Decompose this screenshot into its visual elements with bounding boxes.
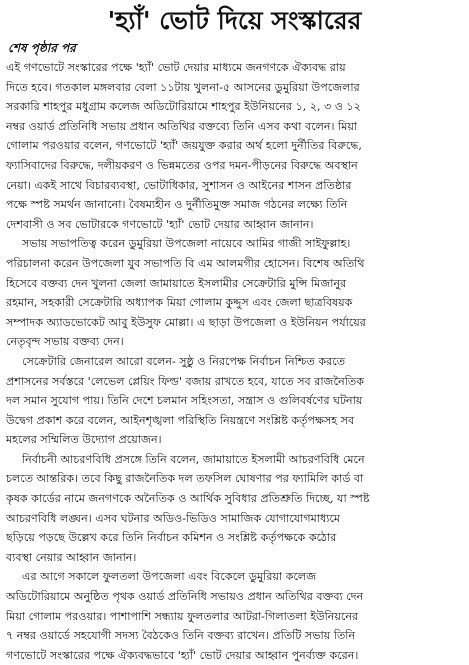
paragraph: [6, 450, 463, 568]
text-line: ব্যবস্থা নেয়ার আহ্বান জানান।: [6, 550, 137, 564]
text-line: উদ্বেগ প্রকাশ করে বলেন, আইনশৃঙ্খলা পরিস্থিতি নিয়ন্ত্রণে সংশ্লিষ্ট কর্তৃপক্ষসহ সব: [6, 413, 355, 427]
text-line: ফ্যাসিবাদের বিরুদ্ধে, দলীয়করণ ও ভিন্নমতের ওপর দমন-পীড়নের বিরুদ্ধে অবস্থান: [6, 158, 358, 172]
article-body: [6, 58, 463, 665]
text-line: পক্ষে স্পষ্ট সমর্থন জানানো। বৈষম্যহীন ও দুর্নীতিমুক্ত সমাজ গঠনের লক্ষ্যে তিনি: [6, 198, 348, 212]
text-line: প্রশাসনের সর্বস্তরে 'লেভেল প্লেয়িং ফিল্ড' বজায় রাখতে হবে, যাতে সব রাজনৈতিক: [6, 374, 365, 388]
text-line: সভায় সভাপতিত্ব করেন ডুমুরিয়া উপজেলা নায়েবে আমির গাজী সাইফুল্লাহ।: [22, 237, 351, 251]
text-line: নির্বাচনী আচরণবিধি প্রসঙ্গে তিনি বলেন, জামায়াতে ইসলামী আচরণবিধি মেনে: [22, 452, 365, 466]
paragraph: [6, 352, 463, 450]
text-line: সরকারি শাহপুর মধুগ্রাম কলেজ অডিটোরিয়ামে শাহপুর ইউনিয়নের ১, ২, ৩ ও ১২: [6, 100, 361, 114]
text-line: অডিটোরিয়ামে অনুষ্ঠিত পৃথক ওয়ার্ড প্রতিনিধি সভায়ও প্রধান অতিথির বক্তব্য দেন: [6, 590, 364, 604]
text-line: রহমান, সহকারী সেক্রেটারি অধ্যাপক মিয়া গোলাম কুদ্দুস এবং জেলা ছাত্রবিষয়ক: [6, 296, 353, 310]
text-line: সেক্রেটারি জেনারেল আরো বলেন- সুষ্ঠু ও নিরপেক্ষ নির্বাচন নিশ্চিত করতে: [22, 354, 346, 368]
paragraph: [6, 58, 463, 234]
text-line: ছড়িয়ে পড়ছে উল্লেখ করে তিনি নির্বাচন কমিশন ও সংশ্লিষ্ট কর্তৃপক্ষকে কঠোর: [6, 531, 337, 545]
text-line: মিয়া গোলাম পরওয়ার। পাশাপাশি সন্ধ্যায় ফুলতলার আটরা-গিলাতলা ইউনিয়নের: [6, 609, 359, 623]
text-line: গোলাম পরওয়ার বলেন, গণভোটে 'হ্যাঁ' জয়যুক্ত করার অর্থ হলো দুর্নীতির বিরুদ্ধে,: [6, 139, 362, 153]
text-line: দিতে হবে। গতকাল মঙ্গলবার বেলা ১১টায় খুলনা-৫ আসনের ডুমুরিয়া উপজেলার: [6, 80, 360, 94]
text-line: নেতৃবৃন্দ সভায় বক্তব্য দেন।: [6, 335, 124, 349]
text-line: নম্বর ওয়ার্ড প্রতিনিধি সভায় প্রধান অতিথির বক্তব্যে তিনি এসব কথা বলেন। মিয়া: [6, 119, 358, 133]
text-line: দেশবাসী ও সব ভোটারকে গণভোটে 'হ্যাঁ' ভোট দেয়ার আহ্বান জানান।: [6, 217, 314, 231]
paragraph: [6, 234, 463, 352]
text-line: এই গণভোটে সংস্কারের পক্ষে 'হ্যাঁ' ভোট দেয়ার মাধ্যমে জনগণকে ঐক্যবদ্ধ রায়: [6, 61, 346, 74]
text-line: পরিচালনা করেন উপজেলা যুব সভাপতি বি এম আলমগীর হোসেন। বিশেষ অতিথি: [6, 256, 365, 270]
text-line: হিসেবে বক্তব্য দেন খুলনা জেলা জামায়াতে ইসলামীর সেক্রেটারি মুন্সি মিজানুর: [6, 276, 347, 290]
text-line: ৭ নম্বর ওয়ার্ডে সহযোগী সদস্য বৈঠকেও তিনি বক্তব্য রাখেন। প্রতিটি সভায় তিনি: [6, 629, 356, 643]
paragraph: [6, 567, 463, 665]
text-line: নেয়া। একই সাথে বিচারব্যবস্থা, ভোটাধিকার, সুশাসন ও আইনের শাসন প্রতিষ্ঠার: [6, 178, 352, 192]
continued-from-label: শেষ পৃষ্ঠার পর: [8, 41, 76, 55]
text-line: আচরণবিধি লঙ্ঘন। এসব ঘটনার অডিও-ভিডিও সামাজিক যোগাযোগমাধ্যমে: [6, 511, 341, 525]
text-line: এর আগে সকালে ফুলতলা উপজেলা এবং বিকেলে ডুমুরিয়া কলেজ: [22, 570, 317, 584]
text-line: মহলের সম্মিলিত উদ্যোগ প্রয়োজন।: [6, 433, 162, 447]
text-line: কৃষক কার্ডের নামে জনগণকে অনৈতিক ও আর্থিক সুবিধার প্রতিশ্রুতি দিচ্ছে, যা স্পষ্ট: [6, 492, 370, 506]
text-line: সম্পাদক অ্যাডভোকেট আবু ইউসুফ মোল্লা। এ ছাড়া উপজেলা ও ইউনিয়ন পর্যায়ের: [6, 315, 366, 329]
text-line: চলতে আন্তরিক। তবে কিছু রাজনৈতিক দল তফসিল ঘোষণার পর ফ্যামিলি কার্ড বা: [6, 472, 364, 486]
text-line: দল সমান সুযোগ পায়। তিনি দেশে চলমান সহিংসতা, সন্ত্রাস ও গুলিবর্ষণের ঘটনায়: [6, 394, 363, 408]
headline: 'হ্যাঁ' ভোট দিয়ে সংস্কারের: [107, 6, 362, 35]
text-line: গণভোটে সংস্কারের পক্ষে ঐক্যবদ্ধভাবে 'হ্যাঁ' ভোট দেয়ার আহ্বান পুনর্ব্যক্ত করেন।: [6, 648, 359, 662]
